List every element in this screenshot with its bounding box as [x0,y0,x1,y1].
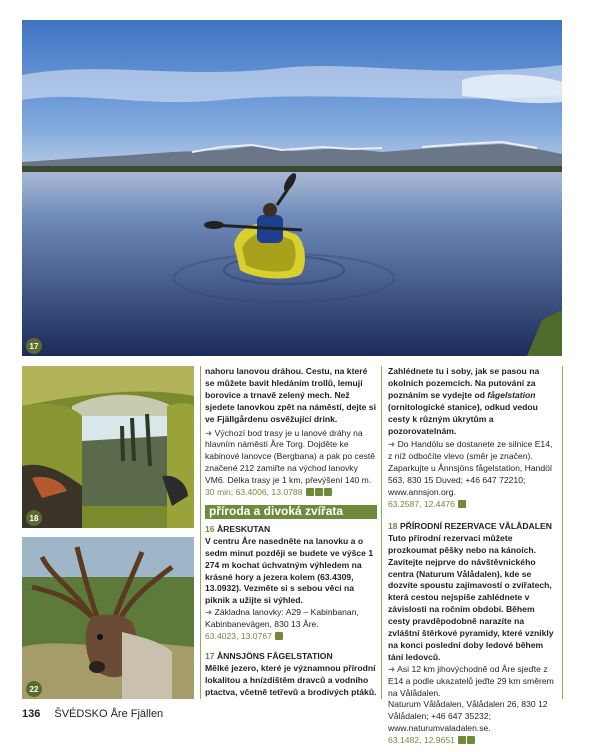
item-number: 16 [205,523,215,534]
car-icon [458,736,466,744]
page-footer [22,708,163,720]
route-text: Výchozí bod trasy je u lanové dráhy na hlavním náměstí Åre Torg. Dojděte ke kabinové lanovce (Bergbana) a pak po cestě značené 212 zamiřte na východ lanovky VM6. Délka trasy je 1 km, převýšení 140 m. [205,427,376,486]
hiker-icon [467,736,475,744]
photo-number-badge: 18 [26,510,42,526]
kayak-lake-photo [22,20,562,356]
route-meta: 30 min; 63.4006, 13.0788 [205,487,303,498]
hiker-icon [315,488,323,496]
item-title: PŘÍRODNÍ REZERVACE VÅLÅDALEN [399,520,552,531]
tent-view-photo [22,366,194,528]
walk-icon [306,488,314,496]
arrow-icon: ➜ [388,663,398,674]
item-title: ÅNNSJÖNS FÅGELSTATION [216,650,333,661]
text-column-2 [388,366,558,747]
arrow-icon: ➜ [205,607,215,618]
page-number: 136 [22,708,41,720]
section-heading: příroda a divoká zvířata [205,505,377,519]
gps-coordinates: 63.4023, 13.0767 [205,631,272,642]
item-number: 18 [388,520,398,531]
column-rule [381,366,382,699]
photo-icon [275,632,283,640]
item-info: Asi 12 km jihovýchodně od Åre sjeďte z E14 a podle ukazatelů jeďte 29 km směrem na Vålådalen. [388,663,554,698]
item-address: Naturum Vålådalen, Vålådalen 26, 830 12 Vålådalen; +46 647 35232; www.naturumvaladalen.se. [388,699,548,734]
gps-coordinates: 63.2587, 12.4476 [388,498,455,509]
photo-number-badge: 22 [26,681,42,697]
text-column-1 [205,366,377,699]
column-rule [562,366,563,699]
column-rule [200,366,201,699]
item-text: Mělké jezero, které je významnou přírodní lokalitou a hnízdištěm dravců a vodního ptactva, včetně tetřevů a brodivých ptáků. [205,662,377,697]
item-text: V centru Åre nasedněte na lanovku a o sedm minut později se budete ve výšce 1 274 m kochat úchvatným výhledem na krásné hory a jezera kolem (63.4309, 13.0932). Vezměte si s sebou věci na piknik a užijte si výhled. [205,535,374,606]
item-number: 17 [205,650,215,661]
item-info: Základna lanovky: A29 – Kabinbanan, Kabinbanevägen, 830 13 Åre. [205,607,359,630]
photo-number-badge: 17 [26,338,42,354]
info-text: Do Handölu se dostanete ze silnice E14, z níž odbočíte vlevo (směr je značen). Zaparkujte u Ånnsjöns fågelstation, Handöl 563, 830 15 Duved; +46 647 72210; www.annsjon.org. [388,439,553,498]
arrow-icon: ➜ [388,439,398,450]
car-icon [458,500,466,508]
arrow-icon: ➜ [205,427,215,438]
item-title: ÅRESKUTAN [216,523,271,534]
photo-icon [324,488,332,496]
item-text: Tuto přírodní rezervaci můžete prozkoumat pěšky nebo na kánoích. Zavítejte nejprve do návštěvnického centra (Naturum Vålådalen), kde se dozvíte spoustu zajímavostí o zvířatech, která cestou nejspíše zahlédnete v závislosti na ročním období. Během cesty pravděpodobně narazíte na zvláštní štěrkové pyramidy, které vznikly na konci poslední doby ledové během tání ledovců. [388,532,554,662]
reindeer-photo [22,537,194,699]
running-title: ŠVÉDSKO Åre Fjällen [54,708,164,720]
intro-paragraph: Zahlédnete tu i soby, jak se pasou na okolních pozemcích. Na putování za poznáním se vydejte od fågelstation (ornitologické stanice), odkud vedou cesty k různým úkrytům a pozorovatelnám. [388,366,540,436]
intro-paragraph: nahoru lanovou dráhou. Cestu, na které se můžete bavit hledáním trollů, lemují borovice a trnavě zelený mech. Než sjedete lanovkou zpět na náměstí, dejte si ve Fjällgårdenu osvěžující drink. [205,366,376,424]
gps-coordinates: 63.1482, 12.9651 [388,735,455,746]
